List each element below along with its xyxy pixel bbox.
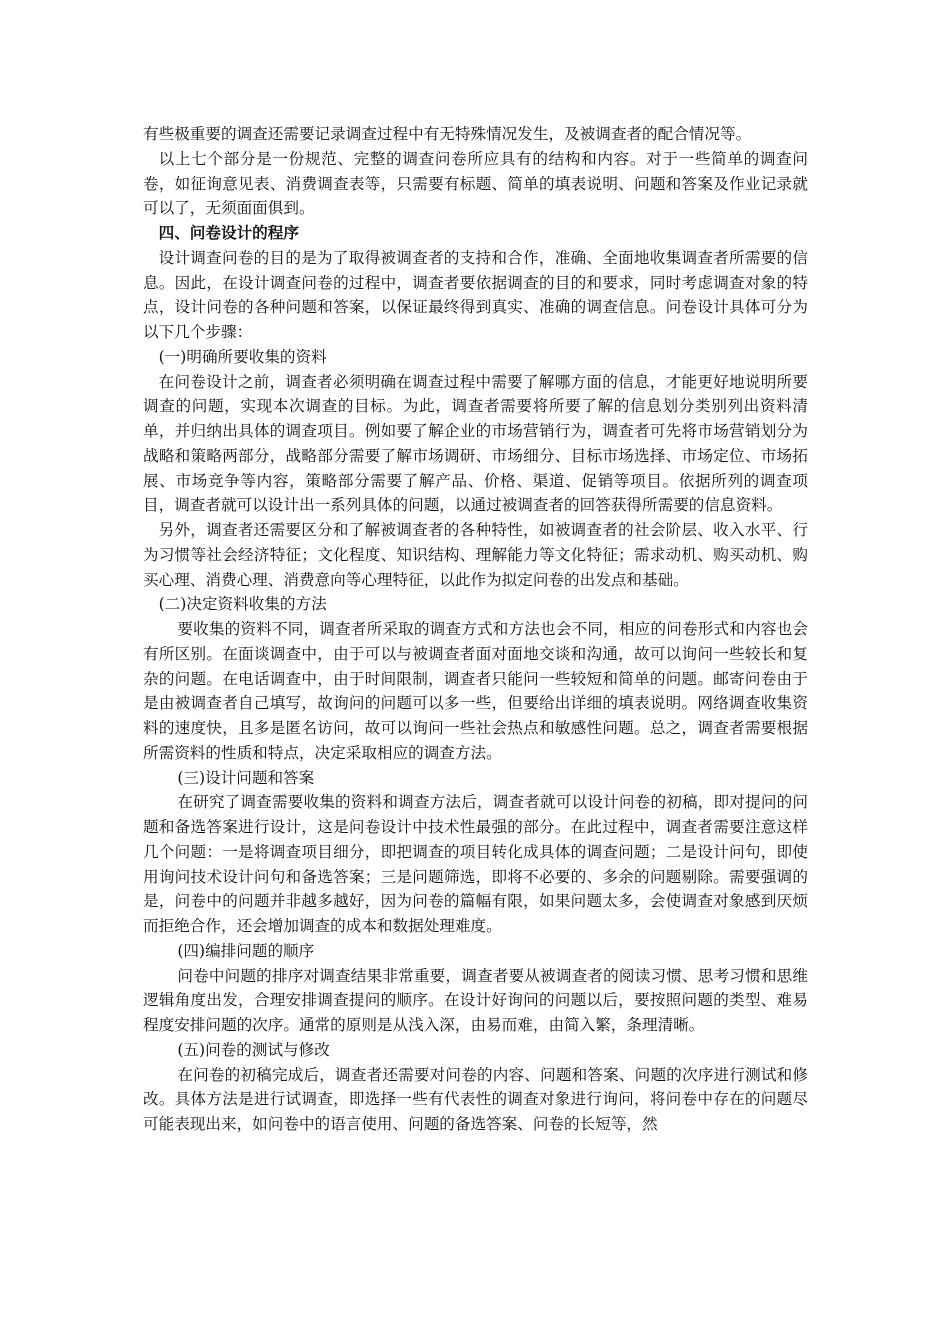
paragraph: 问卷中问题的排序对调查结果非常重要，调查者要从被调查者的阅读习惯、思考习惯和思维逻辑角度出发，合理安排调查提问的顺序。在设计好询问的问题以后，要按照问题的类型、难易程度安排问题的次序。通常的原则是从浅入深，由易而难，由简入繁，条理清晰。	[143, 966, 808, 1034]
document-page	[143, 122, 808, 1137]
subsection-heading: (五)问卷的测试与修改	[177, 1040, 330, 1059]
paragraph: 设计调查问卷的目的是为了取得被调查者的支持和合作，准确、全面地收集调查者所需要的信息。因此，在设计调查问卷的过程中，调查者要依据调查的目的和要求，同时考虑调查对象的特点，设计问卷的各种问题和答案，以保证最终得到真实、准确的调查信息。问卷设计具体可分为以下几个步骤：	[143, 248, 808, 341]
subsection-heading: (四)编排问题的顺序	[177, 941, 315, 960]
paragraph: 在问卷的初稿完成后，调查者还需要对问卷的内容、问题和答案、问题的次序进行测试和修改。具体方法是进行试调查，即选择一些有代表性的调查对象进行询问，将问卷中存在的问题尽可能表现出来，如问卷中的语言使用、问题的备选答案、问卷的长短等，然	[143, 1065, 808, 1133]
paragraph: 另外，调查者还需要区分和了解被调查者的各种特性，如被调查者的社会阶层、收入水平、行为习惯等社会经济特征；文化程度、知识结构、理解能力等文化特征；需求动机、购买动机、购买心理、消费心理、消费意向等心理特征，以此作为拟定问卷的出发点和基础。	[143, 521, 808, 589]
subsection-heading: (一)明确所要收集的资料	[158, 347, 327, 366]
subsection-heading: (二)决定资料收集的方法	[158, 595, 327, 614]
paragraph: 在研究了调查需要收集的资料和调查方法后，调查者就可以设计问卷的初稿，即对提问的问题和备选答案进行设计，这是问卷设计中技术性最强的部分。在此过程中，调查者需要注意这样几个问题：一是将调查项目细分，即把调查的项目转化成具体的调查问题；二是设计问句，即使用询问技术设计问句和备选答案；三是问题筛选，即将不必要的、多余的问题剔除。需要强调的是，问卷中的问题并非越多越好，因为问卷的篇幅有限，如果问题太多，会使调查对象感到厌烦而拒绝合作，还会增加调查的成本和数据处理难度。	[143, 793, 808, 935]
paragraph: 要收集的资料不同，调查者所采取的调查方式和方法也会不同，相应的问卷形式和内容也会有所区别。在面谈调查中，由于可以与被调查者面对面地交谈和沟通，故可以询问一些较长和复杂的问题。在电话调查中，由于时间限制，调查者只能问一些较短和简单的问题。邮寄问卷由于是由被调查者自己填写，故询问的问题可以多一些，但要给出详细的填表说明。网络调查收集资料的速度快，且多是匿名访问，故可以询问一些社会热点和敏感性问题。总之，调查者需要根据所需资料的性质和特点，决定采取相应的调查方法。	[143, 620, 808, 762]
paragraph: 以上七个部分是一份规范、完整的调查问卷所应具有的结构和内容。对于一些简单的调查问卷，如征询意见表、消费调查表等，只需要有标题、简单的填表说明、问题和答案及作业记录就可以了，无须面面俱到。	[143, 149, 808, 218]
paragraph: 有些极重要的调查还需要记录调查过程中有无特殊情况发生，及被调查者的配合情况等。	[143, 125, 752, 143]
section-heading: 四、问卷设计的程序	[158, 223, 299, 242]
paragraph: 在问卷设计之前，调查者必须明确在调查过程中需要了解哪方面的信息，才能更好地说明所要调查的问题，实现本次调查的目标。为此，调查者需要将所要了解的信息划分类别列出资料清单，并归纳出具体的调查项目。例如要了解企业的市场营销行为，调查者可先将市场营销划分为战略和策略两部分，战略部分需要了解市场调研、市场细分、目标市场选择、市场定位、市场拓展、市场竞争等内容，策略部分需要了解产品、价格、渠道、促销等项目。依据所列的调查项目，调查者就可以设计出一系列具体的问题，以通过被调查者的回答获得所需要的信息资料。	[143, 372, 808, 515]
subsection-heading: (三)设计问题和答案	[177, 768, 315, 787]
